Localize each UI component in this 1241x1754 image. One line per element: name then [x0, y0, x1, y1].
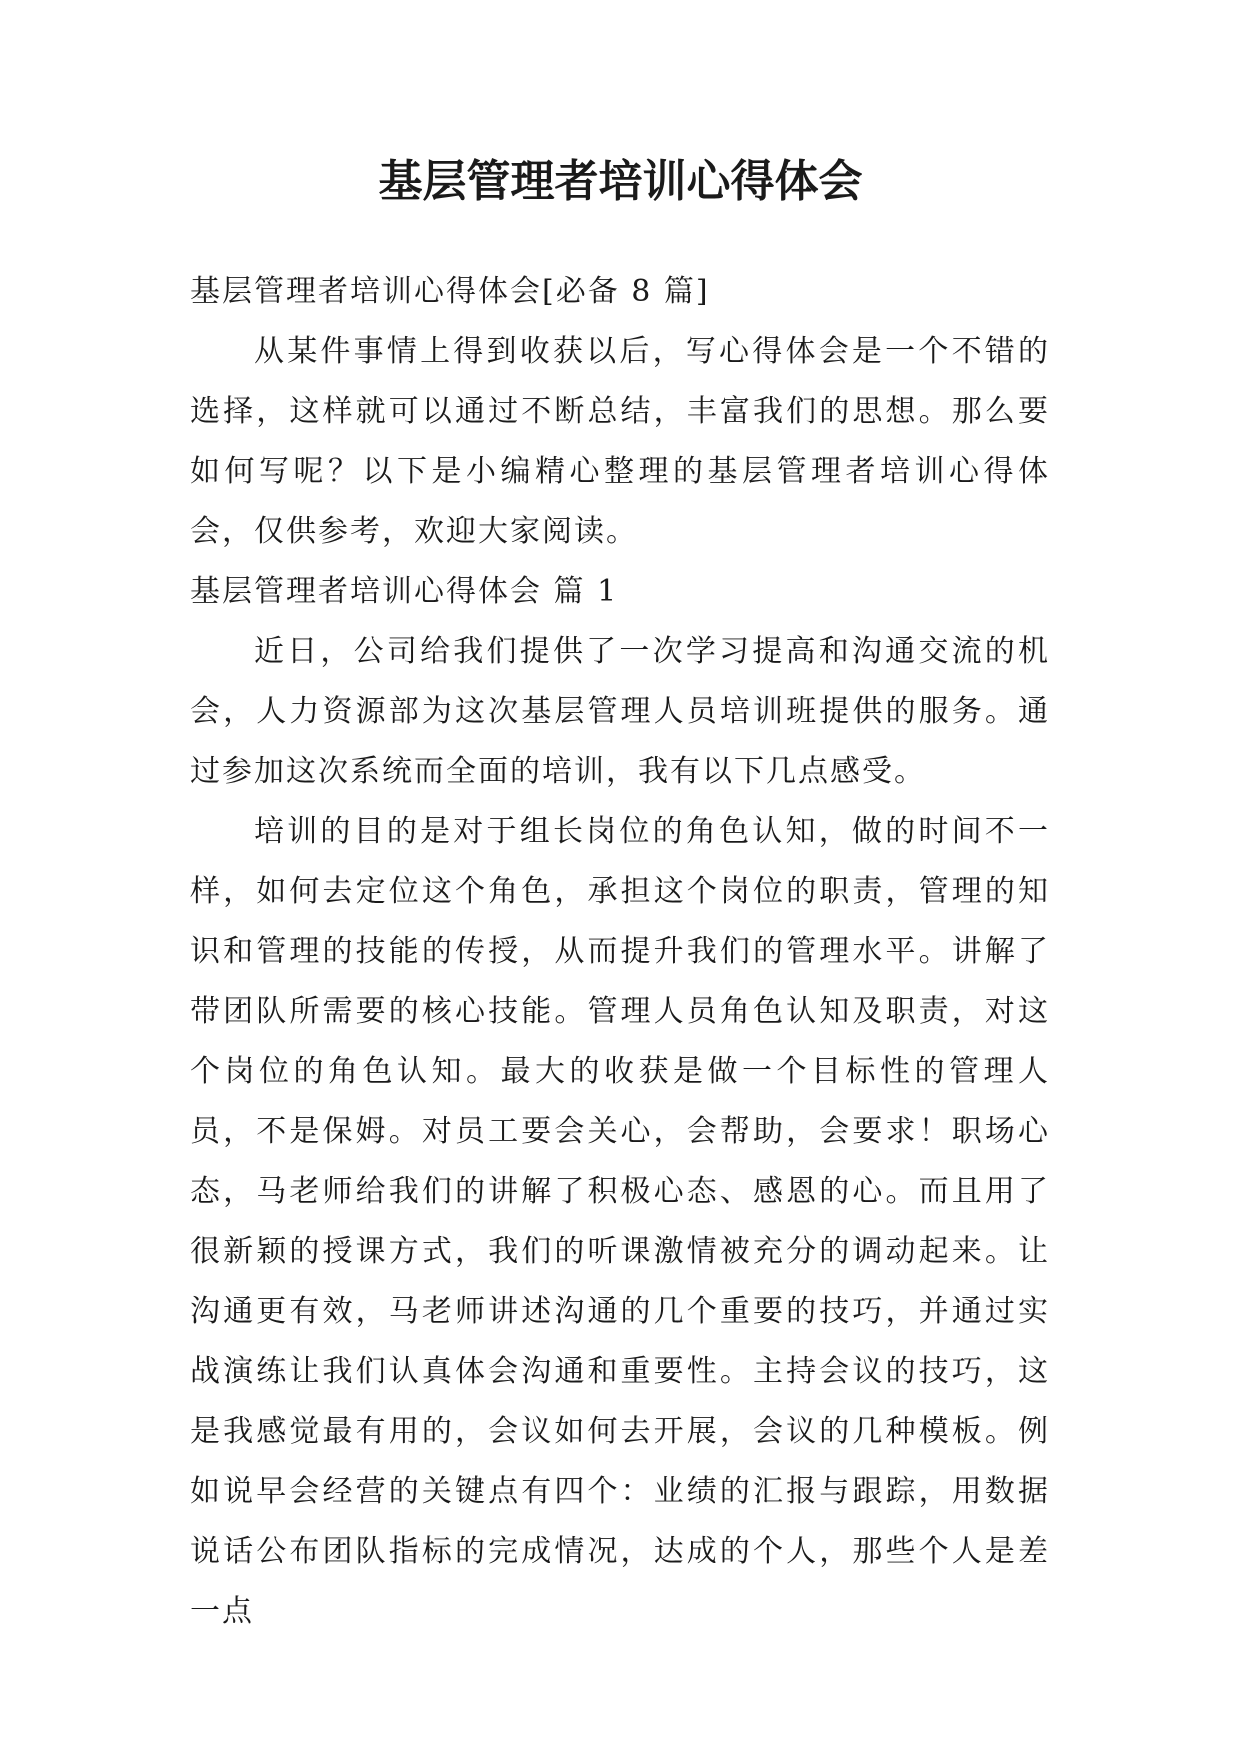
- intro-paragraph: 从某件事情上得到收获以后，写心得体会是一个不错的选择，这样就可以通过不断总结，丰富我们的思想。那么要如何写呢？以下是小编精心整理的基层管理者培训心得体会，仅供参考，欢迎大家阅读。: [190, 334, 1050, 549]
- document-title: 基层管理者培训心得体会: [378, 156, 863, 207]
- body-paragraph: 近日，公司给我们提供了一次学习提高和沟通交流的机会，人力资源部为这次基层管理人员培训班提供的服务。通过参加这次系统而全面的培训，我有以下几点感受。: [190, 634, 1050, 789]
- document-body: [190, 262, 1050, 1642]
- document-subtitle: 基层管理者培训心得体会[必备 8 篇]: [190, 274, 710, 309]
- section-heading: 基层管理者培训心得体会 篇 1: [190, 574, 619, 609]
- body-paragraph: 培训的目的是对于组长岗位的角色认知，做的时间不一样，如何去定位这个角色，承担这个岗位的职责，管理的知识和管理的技能的传授，从而提升我们的管理水平。讲解了带团队所需要的核心技能。管理人员角色认知及职责，对这个岗位的角色认知。最大的收获是做一个目标性的管理人员，不是保姆。对员工要会关心，会帮助，会要求！职场心态，马老师给我们的讲解了积极心态、感恩的心。而且用了很新颖的授课方式，我们的听课激情被充分的调动起来。让沟通更有效，马老师讲述沟通的几个重要的技巧，并通过实战演练让我们认真体会沟通和重要性。主持会议的技巧，这是我感觉最有用的，会议如何去开展，会议的几种模板。例如说早会经营的关键点有四个：业绩的汇报与跟踪，用数据说话公布团队指标的完成情况，达成的个人，那些个人是差一点: [190, 814, 1050, 1629]
